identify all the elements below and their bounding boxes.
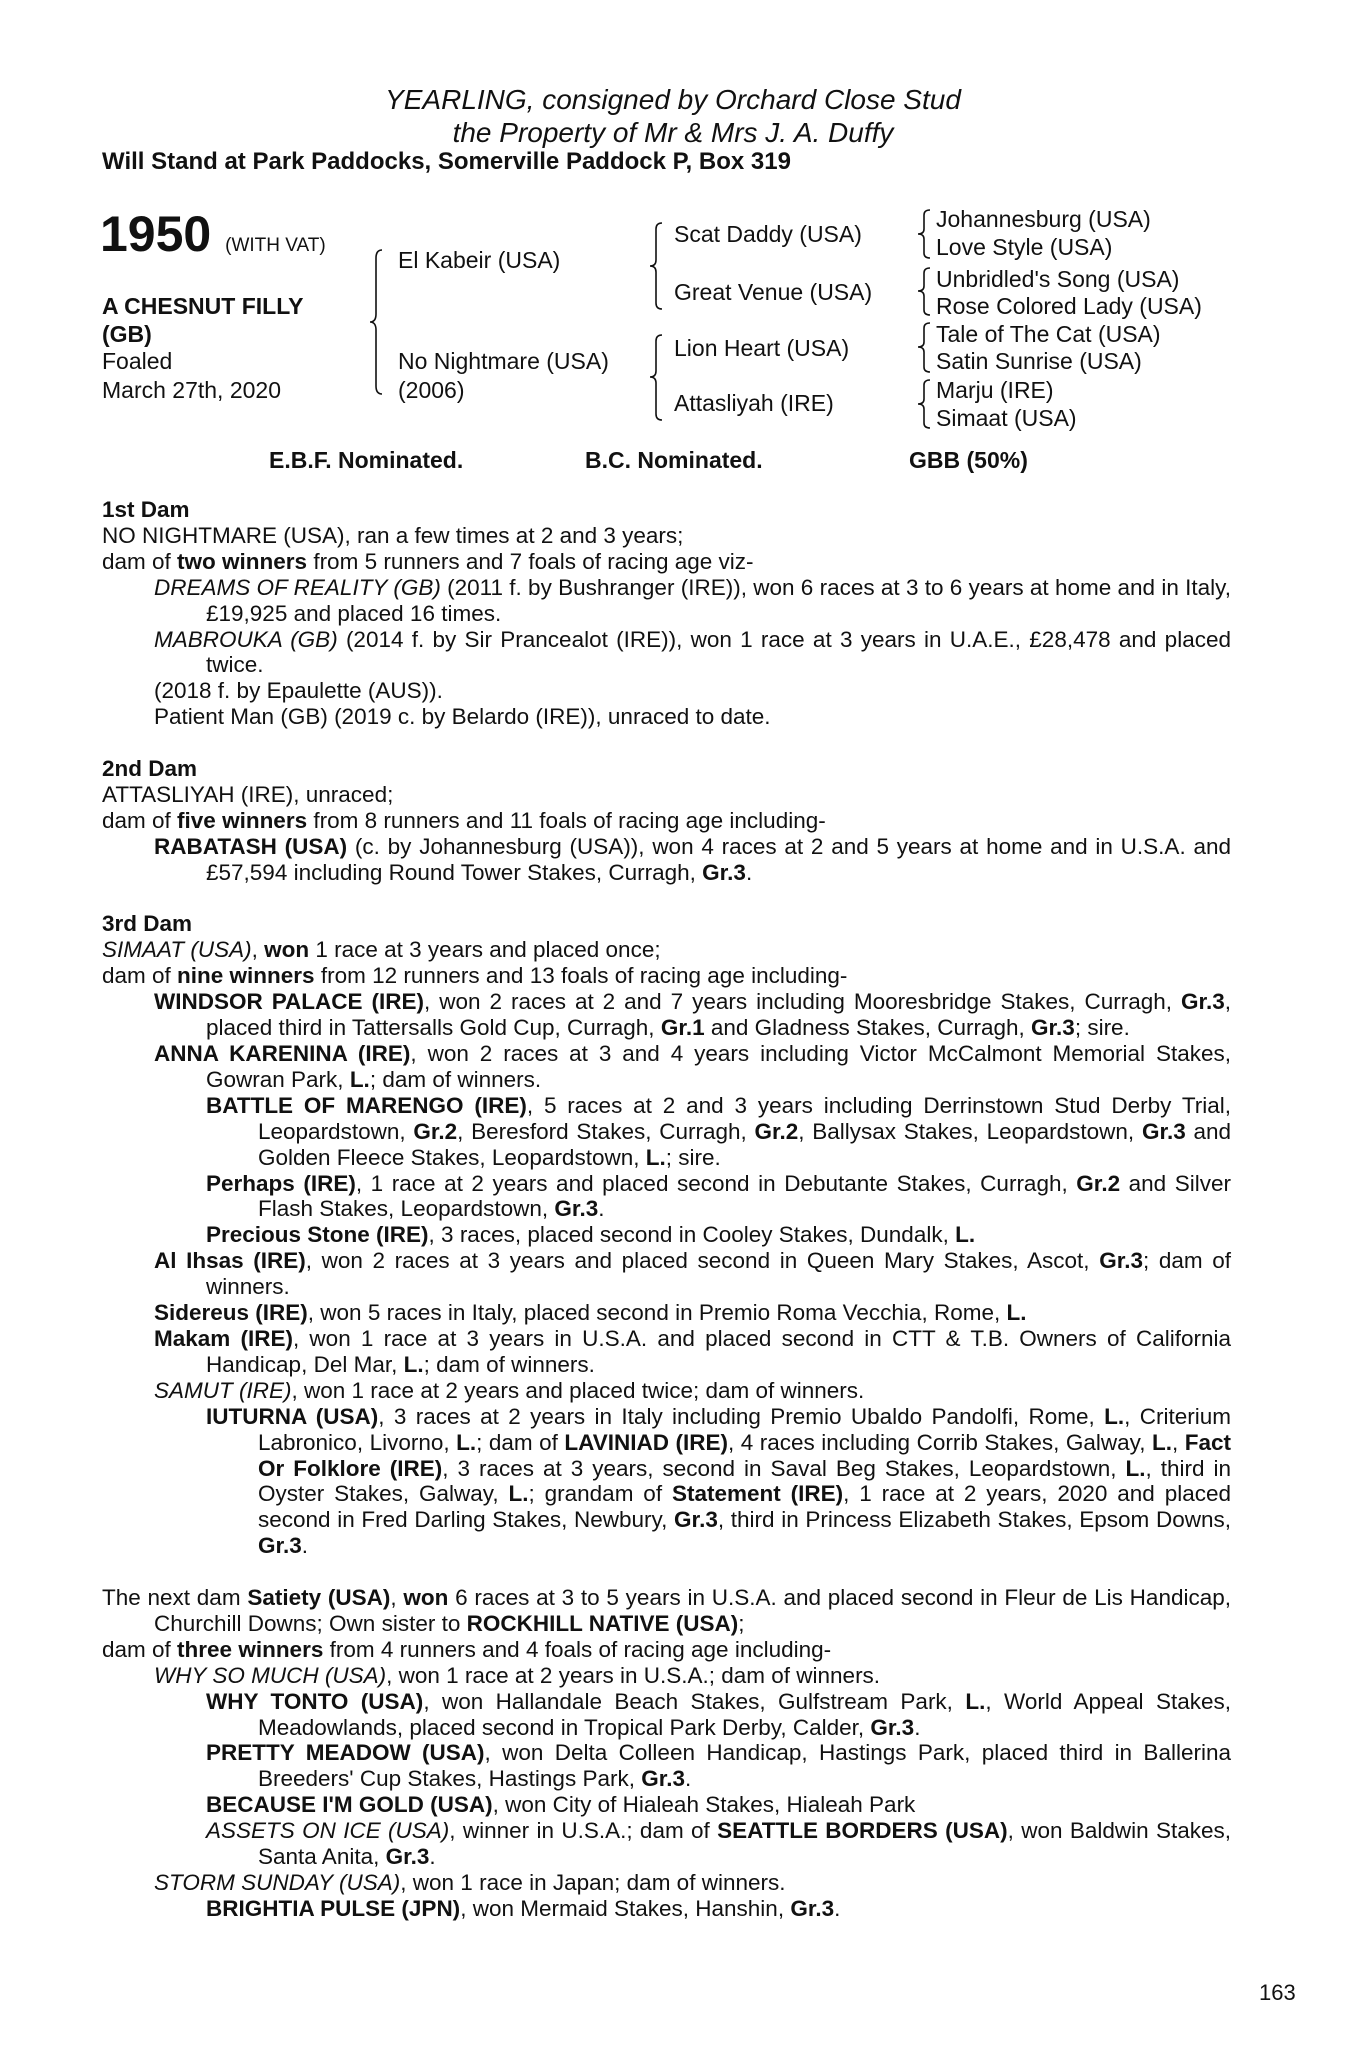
sire: El Kabeir (USA) (398, 247, 561, 273)
produce-entry (102, 1326, 1231, 1378)
entry-text: 1 race at 3 years and placed once; (309, 937, 661, 963)
entry-text: , won Delta Colleen Handicap, Hastings Park, placed third in Ballerina Breeders' Cup Stakes, Hastings Park, (258, 1740, 1231, 1792)
dam: No Nightmare (USA) (398, 348, 609, 374)
italic-text: STORM SUNDAY (USA) (154, 1869, 401, 1895)
bold-text: L. (955, 1222, 976, 1248)
dam-section (102, 911, 1231, 1559)
entry-text: 6 races at 3 to 5 years in U.S.A. and placed second in Fleur de Lis Handicap, Churchill Downs; Own sister to (154, 1585, 1231, 1636)
brace-icon (370, 250, 384, 394)
dam-produce-record (102, 497, 1231, 1948)
entry-text: , 3 races at 2 years in Italy including Premio Ubaldo Pandolfi, Rome, (378, 1403, 1105, 1429)
entry-text: ; grandam of (528, 1481, 672, 1507)
entry-text: ; dam of winners. (423, 1351, 595, 1377)
gen4-ancestor: Rose Colored Lady (USA) (936, 293, 1202, 319)
brace-icon (918, 210, 932, 258)
entry-text: , won 5 races in Italy, placed second in Premio Roma Vecchia, Rome, (307, 1300, 1007, 1326)
bold-text: PRETTY MEADOW (USA) (206, 1740, 485, 1766)
stabling-line: Will Stand at Park Paddocks, Somerville Paddock P, Box 319 (102, 148, 791, 175)
bold-text: L. (645, 1144, 666, 1170)
dam-section (102, 1585, 1231, 1922)
entry-text: from 4 runners and 4 foals of racing age including- (323, 1636, 832, 1662)
bold-text: Satiety (USA) (247, 1585, 391, 1611)
entry-text: . (598, 1196, 605, 1222)
bold-text: L. (965, 1688, 986, 1714)
bold-text: Al Ihsas (IRE) (154, 1248, 306, 1274)
bold-text: Gr.2 (413, 1118, 458, 1144)
gen4-ancestor: Satin Sunrise (USA) (936, 348, 1142, 374)
bold-text: WHY TONTO (USA) (206, 1688, 424, 1714)
bc-nomination: B.C. Nominated. (585, 447, 763, 473)
produce-entry (102, 1792, 1231, 1818)
entry-text: , 1 race at 2 years and placed second in Debutante Stakes, Curragh, (355, 1170, 1077, 1196)
bold-text: Gr.3 (1031, 1015, 1075, 1041)
bold-text: Gr.3 (385, 1844, 430, 1870)
lot-number: 1950 (WITH VAT) (100, 206, 326, 262)
bold-text: SEATTLE BORDERS (USA) (717, 1818, 1008, 1844)
entry-text: dam of (102, 548, 178, 574)
produce-entry (102, 989, 1231, 1041)
italic-text: SAMUT (IRE) (154, 1377, 292, 1403)
entry-text: . (685, 1766, 692, 1792)
bold-text: Gr.3 (674, 1507, 718, 1533)
bold-text: IUTURNA (USA) (206, 1403, 379, 1429)
bold-text: ROCKHILL NATIVE (USA) (466, 1610, 739, 1636)
granddam-dam: Attasliyah (IRE) (674, 390, 834, 416)
bold-text: Gr.1 (660, 1015, 705, 1041)
produce-entry (102, 704, 1231, 730)
gen4-ancestor: Simaat (USA) (936, 405, 1077, 431)
produce-entry (102, 1689, 1231, 1741)
entry-text: ; dam of winners. (206, 1248, 1231, 1300)
bold-text: ANNA KARENINA (IRE) (154, 1041, 411, 1066)
bold-text: nine winners (177, 963, 315, 989)
lot-origin: (GB) (102, 321, 152, 347)
entry-text: , won Hallandale Beach Stakes, Gulfstream Park, (423, 1688, 966, 1714)
dam-section (102, 756, 1231, 886)
consignor-line: YEARLING, consigned by Orchard Close Stud (385, 84, 961, 115)
produce-entry (102, 627, 1231, 679)
bold-text: L. (1006, 1300, 1027, 1326)
entry-text: , third in Oyster Stakes, Galway, (258, 1455, 1231, 1507)
entry-text: , Criterium Labronico, Livorno, (258, 1403, 1231, 1455)
entry-text: , placed third in Tattersalls Gold Cup, Curragh, (206, 989, 1232, 1041)
brace-icon (650, 223, 664, 309)
bold-text: L. (508, 1481, 529, 1507)
brace-icon (918, 380, 932, 428)
entry-text: NO NIGHTMARE (USA), ran a few times at 2 and 3 years; (102, 522, 684, 548)
entry-text: , won 2 races at 3 and 4 years including Victor McCalmont Memorial Stakes, Gowran Park, (206, 1041, 1231, 1092)
bold-text: Gr.3 (870, 1714, 915, 1740)
bold-text: Gr.3 (702, 859, 746, 885)
brace-icon (650, 335, 664, 420)
entry-text: , winner in U.S.A.; dam of (449, 1818, 718, 1844)
entry-text: , (390, 1585, 404, 1611)
entry-text: . (745, 859, 753, 885)
bold-text: Gr.2 (1076, 1170, 1121, 1196)
bold-text: Gr.3 (1141, 1118, 1186, 1144)
italic-text: WHY SO MUCH (USA) (154, 1662, 387, 1688)
bold-text: won (403, 1585, 449, 1611)
produce-entry (102, 1300, 1231, 1326)
produce-entry (102, 834, 1231, 886)
brace-icon (918, 268, 932, 315)
entry-text: , 3 races, placed second in Cooley Stakes, Dundalk, (428, 1222, 956, 1248)
entry-text: ; (738, 1610, 745, 1636)
dam-year: (2006) (398, 377, 465, 403)
bold-text: WINDSOR PALACE (IRE) (154, 989, 425, 1015)
entry-text: , won 1 race at 2 years and placed twice; dam of winners. (291, 1377, 865, 1403)
entry-text: , (1171, 1429, 1185, 1455)
bold-text: BRIGHTIA PULSE (JPN) (206, 1895, 461, 1921)
produce-entry (102, 1663, 1231, 1689)
grandsire-sire: Scat Daddy (USA) (674, 221, 862, 247)
gen4-ancestor: Marju (IRE) (936, 377, 1054, 403)
bold-text: L. (349, 1066, 370, 1092)
entry-text: ; sire. (1074, 1015, 1130, 1041)
produce-entry (102, 1171, 1231, 1223)
bold-text: two winners (177, 548, 308, 574)
foaled-label: Foaled (102, 348, 173, 374)
entry-text: (2014 f. by Sir Prancealot (IRE)), won 1 race at 3 years in U.A.E., £28,478 and placed twice. (206, 626, 1231, 678)
produce-entry (102, 1585, 1231, 1637)
bold-text: three winners (177, 1636, 324, 1662)
entry-text: , won 1 race at 2 years in U.S.A.; dam of winners. (386, 1662, 881, 1688)
bold-text: LAVINIAD (IRE) (564, 1429, 728, 1455)
produce-entry (102, 782, 1231, 808)
section-heading: 3rd Dam (102, 911, 193, 937)
entry-text: ; dam of (476, 1429, 565, 1455)
entry-text: and Silver Flash Stakes, Leopardstown, (258, 1170, 1231, 1222)
produce-entry (102, 808, 1231, 834)
produce-entry (102, 1870, 1231, 1896)
bold-text: Gr.3 (258, 1533, 302, 1559)
bold-text: L. (403, 1351, 424, 1377)
entry-text: Patient Man (GB) (2019 c. by Belardo (IRE)), unraced to date. (154, 704, 771, 730)
entry-text: ATTASLIYAH (IRE), unraced; (102, 781, 394, 807)
entry-text: from 8 runners and 11 foals of racing age including- (307, 807, 826, 833)
entry-text: , won 2 races at 2 and 7 years including Mooresbridge Stakes, Curragh, (424, 989, 1181, 1015)
bold-text: Gr.2 (754, 1118, 799, 1144)
entry-text: , Ballysax Stakes, Leopardstown, (798, 1118, 1142, 1144)
produce-entry (102, 1637, 1231, 1663)
bold-text: Gr.3 (1099, 1248, 1143, 1274)
granddam-sire: Lion Heart (USA) (674, 335, 850, 361)
foaled-date: March 27th, 2020 (102, 377, 282, 403)
produce-entry (102, 937, 1231, 963)
entry-text: (c. by Johannesburg (USA)), won 4 races at 2 and 5 years at home and in U.S.A. and £57,594 including Round Tower Stakes, Curragh, (206, 833, 1231, 885)
italic-text: SIMAAT (USA) (102, 937, 252, 963)
entry-text: from 5 runners and 7 foals of racing age viz- (307, 548, 754, 574)
entry-text: , third in Princess Elizabeth Stakes, Epsom Downs, (717, 1507, 1231, 1533)
ebf-nomination: E.B.F. Nominated. (269, 447, 464, 473)
produce-entry (102, 1093, 1231, 1171)
entry-text: , 5 races at 2 and 3 years including Derrinstown Stud Derby Trial, Leopardstown, (258, 1092, 1232, 1144)
entry-text: ; sire. (665, 1144, 721, 1170)
italic-text: DREAMS OF REALITY (GB) (154, 574, 441, 600)
section-heading: 2nd Dam (102, 756, 198, 782)
produce-entry (102, 1248, 1231, 1300)
bold-text: L. (1104, 1403, 1125, 1429)
produce-entry (102, 1896, 1231, 1922)
bold-text: five winners (177, 807, 308, 833)
entry-text: , won Mermaid Stakes, Hanshin, (460, 1895, 791, 1921)
produce-entry (102, 1378, 1231, 1404)
produce-entry (102, 1818, 1231, 1870)
entry-text: ; dam of winners. (369, 1066, 542, 1092)
entry-text: dam of (102, 807, 178, 833)
bold-text: won (264, 937, 310, 963)
entry-text: , won 1 race at 3 years in U.S.A. and placed second in CTT & T.B. Owners of California Handicap, Del Mar, (206, 1325, 1231, 1377)
bold-text: Precious Stone (IRE) (206, 1222, 429, 1248)
grandsire-dam: Great Venue (USA) (674, 279, 873, 305)
entry-text: , 1 race at 2 years, 2020 and placed second in Fred Darling Stakes, Newbury, (258, 1481, 1231, 1533)
bold-text: Gr.3 (790, 1895, 835, 1921)
property-line: the Property of Mr & Mrs J. A. Duffy (452, 117, 894, 148)
bold-text: Sidereus (IRE) (154, 1300, 308, 1326)
bold-text: Gr.3 (1180, 989, 1225, 1015)
bold-text: Gr.3 (554, 1196, 599, 1222)
gbb-note: GBB (50%) (909, 447, 1028, 473)
entry-text: dam of (102, 1636, 178, 1662)
gen4-ancestor: Unbridled's Song (USA) (936, 266, 1180, 292)
entry-text: . (914, 1714, 921, 1740)
page-number: 163 (1259, 1980, 1296, 2005)
produce-entry (102, 575, 1231, 627)
produce-entry (102, 1222, 1231, 1248)
bold-text: BATTLE OF MARENGO (IRE) (206, 1092, 527, 1118)
bold-text: Gr.3 (641, 1766, 685, 1792)
entry-text: and Golden Fleece Stakes, Leopardstown, (258, 1118, 1232, 1170)
lot-title: A CHESNUT FILLY (102, 293, 304, 319)
produce-entry (102, 1404, 1231, 1559)
entry-text: , 3 races at 3 years, second in Saval Beg Stakes, Leopardstown, (442, 1455, 1126, 1481)
entry-text: . (301, 1533, 309, 1559)
vat-note: (WITH VAT) (225, 235, 326, 256)
entry-text: , Beresford Stakes, Curragh, (457, 1118, 755, 1144)
gen4-ancestor: Johannesburg (USA) (936, 206, 1151, 232)
entry-text: and Gladness Stakes, Curragh, (704, 1015, 1032, 1041)
bold-text: L. (1151, 1429, 1172, 1455)
bold-text: RABATASH (USA) (154, 833, 348, 859)
entry-text: , won 1 race in Japan; dam of winners. (400, 1869, 786, 1895)
gen4-ancestor: Love Style (USA) (936, 234, 1113, 260)
section-heading: 1st Dam (102, 497, 190, 522)
bold-text: L. (456, 1429, 477, 1455)
bold-text: Perhaps (IRE) (206, 1170, 356, 1196)
dam-section (102, 497, 1231, 730)
bold-text: Fact Or Folklore (IRE) (258, 1429, 1231, 1481)
entry-text: , won Baldwin Stakes, Santa Anita, (258, 1818, 1231, 1870)
bold-text: L. (1125, 1455, 1146, 1481)
bold-text: Makam (IRE) (154, 1325, 293, 1351)
entry-text: The next dam (102, 1585, 248, 1611)
bold-text: Statement (IRE) (671, 1481, 844, 1507)
brace-icon (918, 323, 932, 372)
produce-entry (102, 1041, 1231, 1093)
entry-text: , (251, 937, 265, 963)
entry-text: , World Appeal Stakes, Meadowlands, placed second in Tropical Park Derby, Calder, (258, 1688, 1231, 1740)
italic-text: ASSETS ON ICE (USA) (206, 1818, 450, 1844)
entry-text: (2018 f. by Epaulette (AUS)). (154, 678, 443, 704)
entry-text: , 4 races including Corrib Stakes, Galway, (727, 1429, 1152, 1455)
produce-entry (102, 963, 1231, 989)
italic-text: MABROUKA (GB) (154, 626, 338, 652)
entry-text: (2011 f. by Bushranger (IRE)), won 6 races at 3 to 6 years at home and in Italy, £19,925 and placed 16 times. (206, 574, 1231, 626)
gen4-ancestor: Tale of The Cat (USA) (936, 321, 1161, 347)
bold-text: BECAUSE I'M GOLD (USA) (206, 1792, 493, 1818)
produce-entry (102, 549, 1231, 575)
entry-text: , won 2 races at 3 years and placed second in Queen Mary Stakes, Ascot, (305, 1248, 1100, 1274)
produce-entry (102, 678, 1231, 704)
produce-entry (102, 1740, 1231, 1792)
produce-entry (102, 523, 1231, 549)
entry-text: dam of (102, 963, 178, 989)
entry-text: , won City of Hialeah Stakes, Hialeah Park (492, 1792, 916, 1818)
entry-text: . (429, 1844, 436, 1870)
entry-text: from 12 runners and 13 foals of racing age including- (314, 963, 848, 989)
entry-text: . (834, 1895, 841, 1921)
